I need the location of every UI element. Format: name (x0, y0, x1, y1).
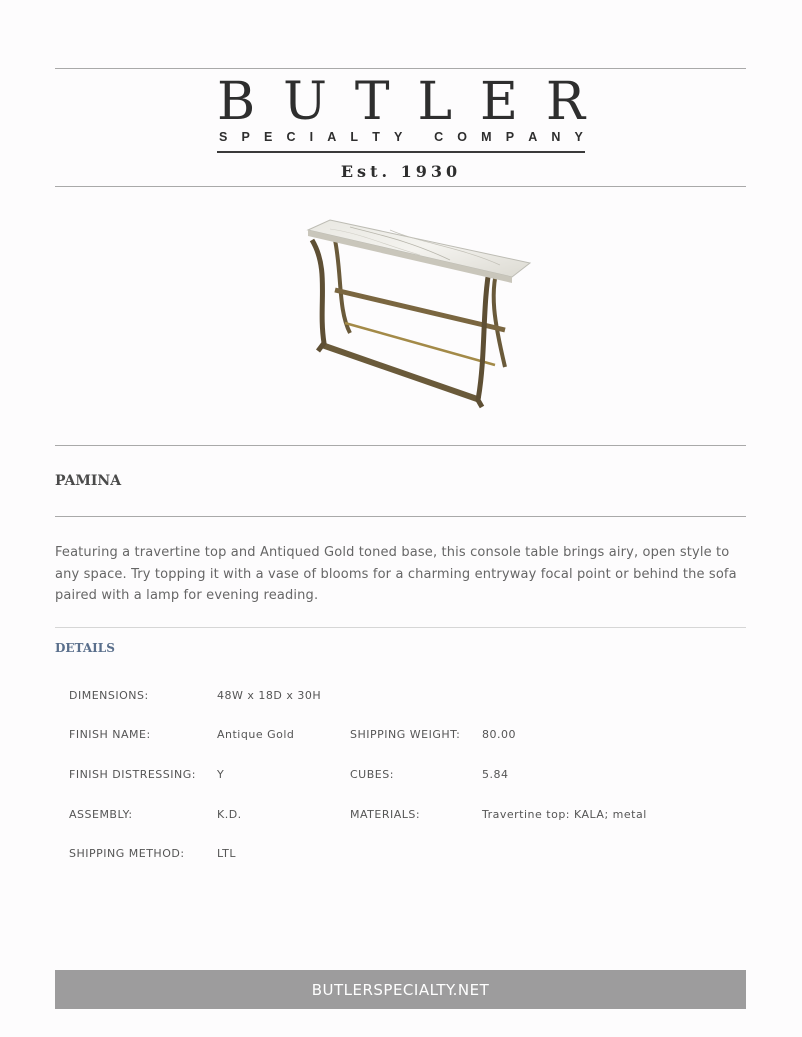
materials-value: Travertine top: KALA; metal (482, 808, 647, 821)
logo-letter: B (217, 72, 256, 132)
materials-label: MATERIALS: (350, 808, 421, 821)
finish-name-value: Antique Gold (217, 728, 295, 741)
details-heading: DETAILS (55, 641, 115, 655)
logo-sub-letter: A (327, 130, 337, 144)
logo-sub-letter: A (528, 130, 538, 144)
logo-wordmark (217, 72, 585, 132)
logo-sub-letter: E (263, 130, 273, 144)
finish-distressing-value: Y (217, 768, 225, 781)
logo-letter: E (479, 72, 518, 132)
logo-sub-letter: M (481, 130, 492, 144)
logo-sub-letter: Y (574, 130, 583, 144)
brand-logo (217, 72, 585, 153)
shipping-method-label: SHIPPING METHOD: (69, 847, 185, 860)
finish-name-label: FINISH NAME: (69, 728, 151, 741)
header-bottom-rule (55, 186, 746, 187)
logo-sub-letter: C (434, 130, 444, 144)
logo-sub-letter: T (372, 130, 380, 144)
product-title: PAMINA (55, 473, 122, 489)
logo-letter: L (417, 72, 453, 132)
logo-sub-letter: Y (393, 130, 403, 144)
website-link[interactable]: BUTLERSPECIALTY.NET (311, 980, 490, 999)
established-year: Est. 1930 (340, 162, 462, 181)
shipping-weight-label: SHIPPING WEIGHT: (350, 728, 461, 741)
logo-sub-letter: I (309, 130, 314, 144)
logo-sub-letter: O (457, 130, 467, 144)
product-image (290, 205, 540, 420)
footer-bar (55, 970, 746, 1009)
logo-sub-letter: P (505, 130, 515, 144)
shipping-weight-value: 80.00 (482, 728, 516, 741)
shipping-method-value: LTL (217, 847, 236, 860)
description-bottom-rule (55, 627, 746, 628)
logo-sub-space (416, 130, 419, 144)
logo-sub-letter: L (350, 130, 359, 144)
finish-distressing-label: FINISH DISTRESSING: (69, 768, 196, 781)
logo-sub-letter: P (241, 130, 250, 144)
logo-letter: T (354, 72, 390, 132)
top-rule (55, 68, 746, 69)
logo-sub-letter: C (286, 130, 296, 144)
logo-letter: R (545, 72, 585, 132)
dimensions-label: DIMENSIONS: (69, 689, 149, 702)
logo-subtitle (217, 130, 585, 144)
cubes-value: 5.84 (482, 768, 509, 781)
dimensions-value: 48W x 18D x 30H (217, 689, 322, 702)
logo-underline (217, 151, 585, 153)
cubes-label: CUBES: (350, 768, 394, 781)
image-bottom-rule (55, 445, 746, 446)
logo-letter: U (283, 72, 327, 132)
logo-sub-letter: N (551, 130, 561, 144)
title-bottom-rule (55, 516, 746, 517)
product-description: Featuring a travertine top and Antiqued Gold toned base, this console table brings airy, open style to any space. Try topping it with a vase of blooms for a charming entryway focal point or behind the sofa paired with a lamp for evening reading. (55, 545, 737, 603)
logo-sub-letter: S (219, 130, 228, 144)
assembly-value: K.D. (217, 808, 242, 821)
assembly-label: ASSEMBLY: (69, 808, 133, 821)
